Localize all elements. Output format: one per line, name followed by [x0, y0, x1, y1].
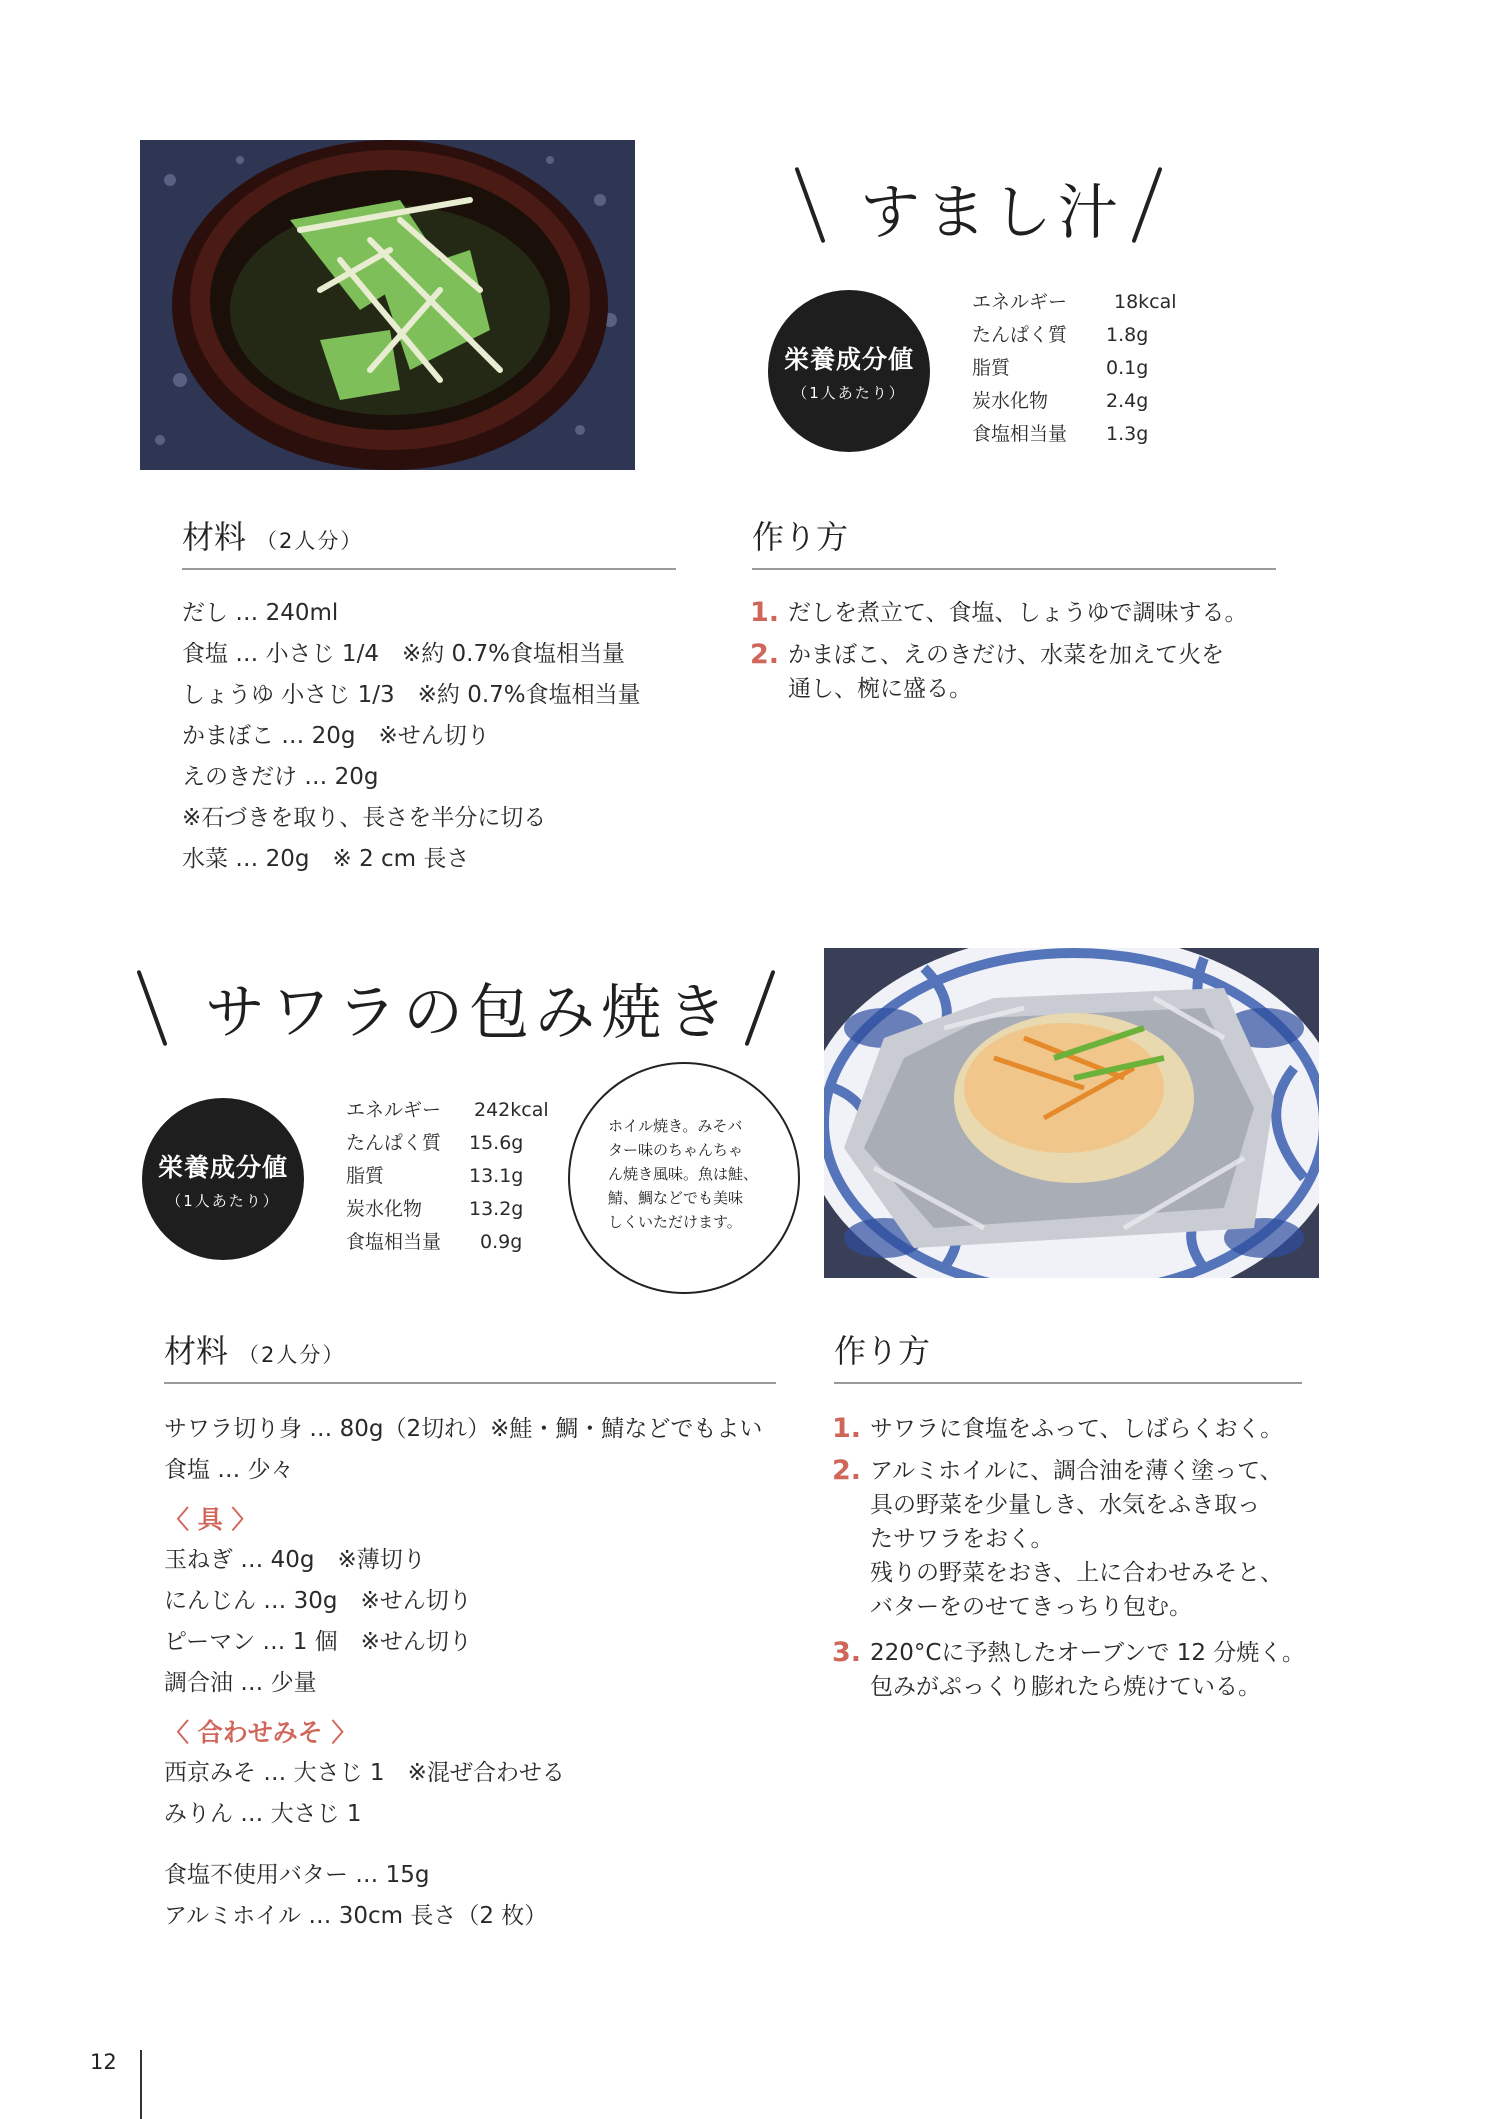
step-number: 2.	[750, 639, 780, 670]
servings-text: （2人分）	[238, 1343, 346, 1367]
step-item	[832, 1412, 1305, 1446]
nutrition-value: 242kcal	[474, 1099, 549, 1121]
ingredient-item: しょうゆ 小さじ 1/3 ※約 0.7%食塩相当量	[182, 682, 641, 708]
step-text: バターをのせてきっちり包む。	[870, 1594, 1192, 1620]
nutrition-label: 炭水化物	[972, 390, 1049, 412]
section-heading-miso: 〈 合わせみそ 〉	[164, 1718, 357, 1747]
nutrition-row	[972, 352, 1177, 385]
step-text: かまぼこ、えのきだけ、水菜を加えて火を	[788, 642, 1225, 668]
recipe1-nutrition-badge	[768, 290, 930, 452]
step-text: 通し、椀に盛る。	[788, 676, 972, 702]
step-item	[832, 1454, 1305, 1624]
title-slash-left	[136, 970, 167, 1047]
step-number: 3.	[832, 1637, 862, 1668]
step-number: 1.	[832, 1413, 862, 1444]
recipe2-title: サワラの包み焼き	[205, 978, 733, 1048]
nutrition-label: たんぱく質	[346, 1132, 442, 1154]
recipe1-steps	[750, 596, 1248, 714]
recipe2-nutrition-badge	[142, 1098, 304, 1260]
ingredient-item: サワラ切り身 … 80g（2切れ）※鮭・鯛・鯖などでもよい	[164, 1416, 763, 1442]
nutrition-value: 15.6g	[469, 1132, 524, 1154]
recipe2-method-heading	[834, 1326, 1302, 1384]
step-text: 包みがぷっくり膨れたら焼けている。	[870, 1674, 1261, 1700]
ingredient-item: 西京みそ … 大さじ 1 ※混ぜ合わせる	[164, 1760, 565, 1786]
recipe2-ingredients-heading	[164, 1326, 776, 1384]
ingredient-item: えのきだけ … 20g	[182, 764, 379, 790]
ingredient-item: ピーマン … 1 個 ※せん切り	[164, 1629, 472, 1655]
recipe1-title: すまし汁	[860, 178, 1124, 248]
step-text: だしを煮立て、食塩、しょうゆで調味する。	[788, 600, 1248, 626]
nutrition-value: 2.4g	[1106, 390, 1149, 412]
nutrition-value: 0.1g	[1106, 357, 1149, 379]
step-text: 残りの野菜をおき、上に合わせみそと、	[870, 1560, 1284, 1586]
nutrition-label: 食塩相当量	[346, 1231, 442, 1253]
servings-text: （2人分）	[256, 529, 364, 553]
ingredient-item: アルミホイル … 30cm 長さ（2 枚）	[164, 1903, 548, 1929]
badge-title: 栄養成分値	[783, 345, 914, 374]
nutrition-label: 炭水化物	[346, 1198, 423, 1220]
title-slash-right	[1131, 167, 1162, 244]
nutrition-value: 13.2g	[469, 1198, 524, 1220]
step-number: 2.	[832, 1455, 862, 1486]
nutrition-row	[972, 286, 1177, 319]
ingredient-item: かまぼこ … 20g ※せん切り	[182, 723, 490, 749]
heading-text: 作り方	[752, 518, 849, 556]
nutrition-label: 食塩相当量	[972, 423, 1068, 445]
nutrition-value: 13.1g	[469, 1165, 524, 1187]
recipe2-ingredients-list	[164, 1409, 762, 1937]
nutrition-label: エネルギー	[972, 291, 1068, 313]
step-text: サワラに食塩をふって、しばらくおく。	[870, 1416, 1284, 1442]
note-line: しくいただけます。	[608, 1213, 742, 1231]
ingredient-item: 食塩不使用バター … 15g	[164, 1862, 430, 1888]
badge-title: 栄養成分値	[157, 1153, 288, 1182]
nutrition-row	[346, 1226, 549, 1259]
nutrition-row	[972, 418, 1177, 451]
recipe1-method-heading	[752, 512, 1276, 570]
step-text: たサワラをおく。	[870, 1526, 1054, 1552]
nutrition-row	[346, 1193, 549, 1226]
recipe2-nutrition-table	[346, 1094, 549, 1259]
ingredient-item: ※石づきを取り、長さを半分に切る	[182, 805, 547, 831]
nutrition-row	[346, 1160, 549, 1193]
nutrition-label: 脂質	[346, 1165, 385, 1187]
nutrition-label: たんぱく質	[972, 324, 1068, 346]
nutrition-label: 脂質	[972, 357, 1011, 379]
ingredient-item: 食塩 … 小さじ 1/4 ※約 0.7%食塩相当量	[182, 641, 625, 667]
ingredient-item: 調合油 … 少量	[164, 1670, 317, 1696]
page-number-rule	[140, 2050, 142, 2119]
badge-subtitle: （1人あたり）	[166, 1192, 280, 1210]
ingredient-item: 水菜 … 20g ※ 2 cm 長さ	[182, 846, 470, 872]
note-line: ホイル焼き。みそバ	[608, 1117, 743, 1135]
step-item	[750, 596, 1248, 630]
ingredient-item: 玉ねぎ … 40g ※薄切り	[164, 1547, 426, 1573]
heading-text: 作り方	[834, 1332, 931, 1370]
ingredient-item: にんじん … 30g ※せん切り	[164, 1588, 472, 1614]
nutrition-row	[972, 319, 1177, 352]
recipe2-steps	[832, 1412, 1305, 1712]
nutrition-row	[346, 1094, 549, 1127]
recipe1-ingredients-list	[182, 593, 641, 880]
page-number: 12	[90, 2050, 117, 2074]
nutrition-label: エネルギー	[346, 1099, 442, 1121]
nutrition-row	[972, 385, 1177, 418]
step-text: 具の野菜を少量しき、水気をふき取っ	[870, 1492, 1261, 1518]
step-text: アルミホイルに、調合油を薄く塗って、	[870, 1458, 1283, 1484]
recipe1-ingredients-heading	[182, 512, 676, 570]
ingredient-item: だし … 240ml	[182, 600, 339, 626]
step-number: 1.	[750, 597, 780, 628]
heading-text: 材料	[164, 1332, 229, 1370]
ingredient-item: 食塩 … 少々	[164, 1457, 294, 1483]
step-item	[832, 1636, 1305, 1704]
nutrition-value: 0.9g	[480, 1231, 523, 1253]
sawara-photo	[824, 948, 1319, 1278]
title-slash-right	[744, 970, 775, 1047]
suimono-photo	[140, 140, 635, 470]
step-item	[750, 638, 1248, 706]
section-heading-gu: 〈 具 〉	[164, 1505, 257, 1534]
heading-text: 材料	[182, 518, 247, 556]
nutrition-row	[346, 1127, 549, 1160]
note-line: ター味のちゃんちゃ	[608, 1141, 744, 1159]
nutrition-value: 1.3g	[1106, 423, 1149, 445]
title-slash-left	[794, 167, 825, 244]
step-text: 220°Cに予熱したオーブンで 12 分焼く。	[870, 1640, 1305, 1666]
recipe1-nutrition-table	[972, 286, 1177, 451]
nutrition-value: 1.8g	[1106, 324, 1149, 346]
recipe2-note-circle	[568, 1062, 800, 1294]
note-line: ん焼き風味。魚は鮭、	[608, 1165, 759, 1183]
ingredient-item: みりん … 大さじ 1	[164, 1801, 362, 1827]
note-line: 鯖、鯛などでも美味	[608, 1189, 744, 1207]
badge-subtitle: （1人あたり）	[792, 384, 906, 402]
nutrition-value: 18kcal	[1114, 291, 1177, 313]
